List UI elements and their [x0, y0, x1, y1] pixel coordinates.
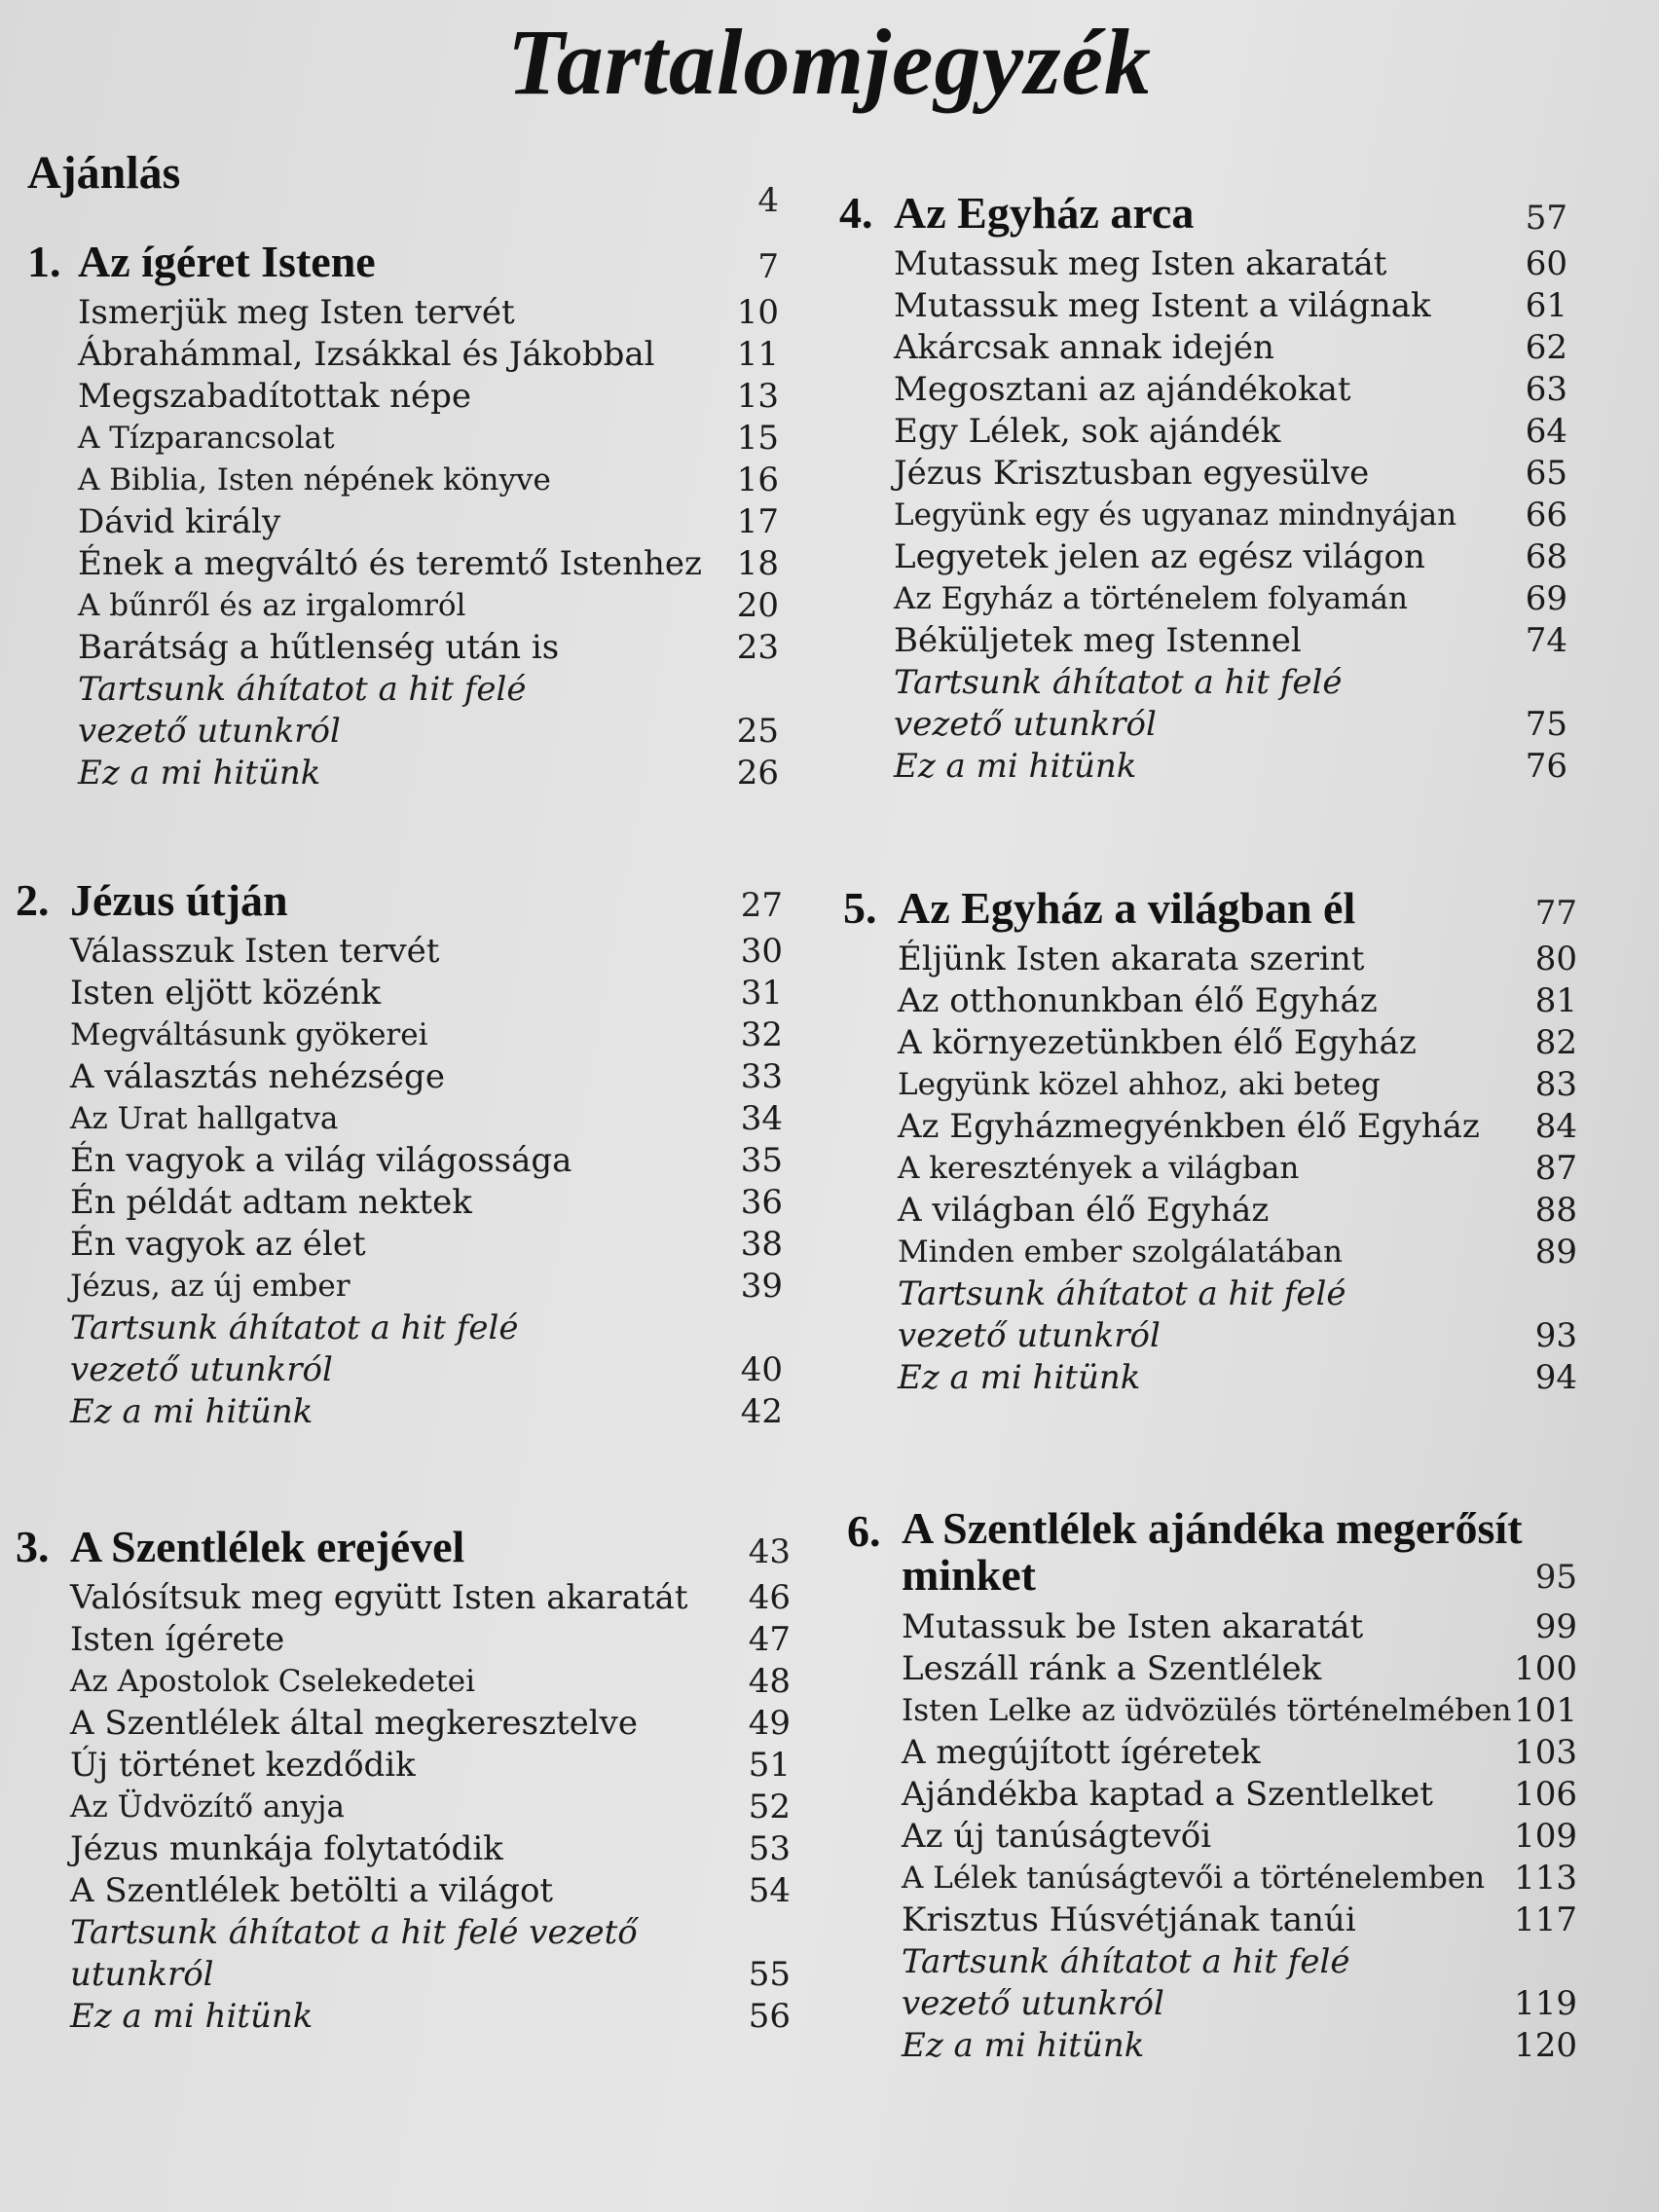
- toc-section-2: [16, 874, 783, 1433]
- toc-entry: [847, 1648, 1577, 1690]
- toc-entry-label: Ének a megváltó és teremtő Istenhez: [78, 544, 702, 583]
- section-title: Jézus útján: [70, 875, 288, 925]
- section-page-number: 43: [748, 1532, 791, 1571]
- toc-entry: [16, 1098, 783, 1140]
- toc-entry: [27, 418, 779, 460]
- toc-entry: [27, 460, 779, 501]
- toc-entry: [16, 1787, 791, 1828]
- toc-entry-label: Tartsunk áhítatot a hit felé vezető utunkról: [70, 1913, 638, 1994]
- toc-entry-label: Megváltásunk gyökerei: [70, 1017, 428, 1052]
- section-page-number: 95: [1534, 1558, 1577, 1597]
- toc-entry: [847, 1606, 1577, 1648]
- toc-entry: [843, 1064, 1577, 1106]
- toc-entry-label: Minden ember szolgálatában: [898, 1235, 1344, 1270]
- section-title: Az ígéret Istene: [78, 237, 376, 286]
- toc-entry-page: 61: [1525, 286, 1567, 325]
- toc-entry-page: 47: [748, 1620, 791, 1659]
- toc-entry-label: Ajándékba kaptad a Szentlelket: [902, 1775, 1433, 1814]
- toc-entry: [843, 1232, 1577, 1273]
- toc-entry-page: 16: [736, 461, 779, 499]
- section-title: Az Egyház a világban él: [898, 883, 1356, 933]
- toc-entry: [843, 980, 1577, 1022]
- toc-entry-page: 76: [1525, 747, 1567, 786]
- toc-entry: [27, 543, 779, 585]
- toc-entry-page: 33: [740, 1057, 783, 1096]
- toc-entry-page: 30: [740, 932, 783, 971]
- toc-entry-page: 11: [736, 335, 779, 374]
- toc-entry: [16, 1745, 791, 1787]
- toc-entry-label: Akárcsak annak idején: [894, 328, 1274, 367]
- toc-entry-page: 62: [1525, 328, 1567, 367]
- toc-entry-page: 82: [1534, 1023, 1577, 1062]
- toc-entry-page: 83: [1534, 1065, 1577, 1104]
- toc-entry-page: 93: [1534, 1316, 1577, 1355]
- toc-entry-page: 17: [736, 502, 779, 541]
- toc-entry-page: 54: [748, 1871, 791, 1910]
- toc-entry: [27, 669, 779, 753]
- section-number: 1.: [27, 237, 61, 286]
- toc-entry: [27, 292, 779, 334]
- toc-entry-page: 64: [1525, 412, 1567, 451]
- section-heading: [16, 874, 783, 931]
- toc-entry: [16, 973, 783, 1014]
- toc-entry: [839, 411, 1567, 453]
- toc-entry-label: A keresztények a világban: [898, 1151, 1300, 1186]
- toc-entry-page: 80: [1534, 940, 1577, 978]
- toc-entry-label: Isten ígérete: [70, 1620, 285, 1659]
- toc-entry: [847, 2025, 1577, 2067]
- toc-section-6: [847, 1505, 1577, 2067]
- toc-entry-page: 60: [1525, 244, 1567, 283]
- toc-entry: [16, 1308, 783, 1391]
- section-page-number: 57: [1525, 199, 1567, 238]
- toc-entry: [843, 1190, 1577, 1232]
- section-heading: [839, 187, 1567, 243]
- toc-entry-page: 117: [1514, 1900, 1577, 1939]
- toc-entry-label: Ez a mi hitünk: [902, 2026, 1145, 2065]
- toc-entry-label: Egy Lélek, sok ajándék: [894, 412, 1281, 451]
- toc-entry-label: A választás nehézsége: [70, 1057, 445, 1096]
- toc-entry-label: Ez a mi hitünk: [70, 1392, 313, 1431]
- toc-entry-label: Barátság a hűtlenség után is: [78, 628, 560, 667]
- toc-section-5: [843, 882, 1577, 1399]
- section-title: A Szentlélek erejével: [70, 1522, 465, 1571]
- toc-entry-page: 32: [740, 1015, 783, 1054]
- toc-entry-label: Az Apostolok Cselekedetei: [70, 1664, 475, 1699]
- toc-entry-page: 35: [740, 1141, 783, 1180]
- toc-entry-page: 51: [748, 1746, 791, 1785]
- toc-entry-page: 15: [736, 419, 779, 458]
- toc-entry-label: Az új tanúságtevői: [902, 1817, 1212, 1856]
- toc-entry: [16, 1619, 791, 1661]
- toc-entry-page: 34: [740, 1099, 783, 1138]
- toc-entry-page: 46: [748, 1578, 791, 1617]
- toc-entry-label: Ez a mi hitünk: [898, 1358, 1141, 1397]
- toc-entry-label: A bűnről és az irgalomról: [78, 588, 466, 623]
- toc-entry: [27, 627, 779, 669]
- toc-entry: [27, 501, 779, 543]
- toc-entry: [847, 1732, 1577, 1774]
- toc-entry: [16, 1661, 791, 1703]
- toc-entry-page: 18: [736, 544, 779, 583]
- toc-entry: [16, 931, 783, 973]
- toc-entry-label: Ez a mi hitünk: [78, 754, 321, 793]
- toc-entry-page: 53: [748, 1829, 791, 1868]
- toc-entry-page: 94: [1534, 1358, 1577, 1397]
- toc-entry: [16, 1182, 783, 1224]
- toc-section-4: [839, 187, 1567, 788]
- toc-entry: [847, 1899, 1577, 1941]
- toc-entry-page: 68: [1525, 537, 1567, 576]
- preface-page: 4: [757, 181, 779, 220]
- toc-entry: [27, 753, 779, 794]
- toc-entry-label: A Biblia, Isten népének könyve: [78, 462, 551, 498]
- toc-entry-label: Jézus, az új ember: [70, 1269, 350, 1304]
- toc-entry: [16, 1870, 791, 1912]
- toc-entry-page: 31: [740, 974, 783, 1013]
- toc-entry-page: 13: [736, 377, 779, 416]
- toc-entry-label: Tartsunk áhítatot a hit felé vezető utunkról: [78, 670, 527, 751]
- toc-entry-label: Mutassuk be Isten akaratát: [902, 1607, 1364, 1646]
- toc-entry: [27, 376, 779, 418]
- section-page-number: 27: [740, 886, 783, 925]
- section-number: 6.: [847, 1506, 881, 1556]
- toc-entry-label: A megújított ígéretek: [902, 1733, 1261, 1772]
- toc-entry-page: 42: [740, 1392, 783, 1431]
- section-number: 5.: [843, 883, 877, 933]
- section-heading: [843, 882, 1577, 939]
- toc-entry: [839, 746, 1567, 788]
- toc-entry: [16, 1056, 783, 1098]
- toc-entry: [16, 1577, 791, 1619]
- toc-entry-label: A Tízparancsolat: [78, 421, 335, 456]
- toc-entry-label: Megszabadítottak népe: [78, 377, 472, 416]
- toc-entry-page: 84: [1534, 1107, 1577, 1146]
- section-title: A Szentlélek ajándéka megerősít minket: [902, 1503, 1523, 1600]
- toc-entry-label: A Szentlélek által megkeresztelve: [70, 1704, 638, 1743]
- toc-entry: [839, 243, 1567, 285]
- toc-entry-page: 55: [748, 1955, 791, 1994]
- toc-entry-label: A környezetünkben élő Egyház: [898, 1023, 1417, 1062]
- toc-entry-label: Legyünk egy és ugyanaz mindnyájan: [894, 498, 1457, 533]
- toc-entry-label: Ábrahámmal, Izsákkal és Jákobbal: [78, 335, 655, 374]
- toc-entry-page: 81: [1534, 981, 1577, 1020]
- toc-entry-label: Én vagyok az élet: [70, 1225, 366, 1264]
- toc-entry-page: 100: [1514, 1649, 1577, 1688]
- toc-entry-label: Új történet kezdődik: [70, 1746, 416, 1785]
- toc-entry-label: Megosztani az ajándékokat: [894, 370, 1351, 409]
- toc-entry-label: Az Urat hallgatva: [70, 1101, 339, 1136]
- toc-entry: [16, 1140, 783, 1182]
- section-heading: [16, 1521, 791, 1577]
- toc-entry-label: Legyünk közel ahhoz, aki beteg: [898, 1067, 1381, 1102]
- toc-entry: [839, 369, 1567, 411]
- toc-entry-label: Tartsunk áhítatot a hit felé vezető utunkról: [70, 1309, 519, 1389]
- toc-entry-page: 36: [740, 1183, 783, 1222]
- toc-entry-page: 23: [736, 628, 779, 667]
- toc-entry-label: A Szentlélek betölti a világot: [70, 1871, 554, 1910]
- toc-entry-page: 113: [1514, 1859, 1577, 1898]
- toc-entry-label: Leszáll ránk a Szentlélek: [902, 1649, 1322, 1688]
- toc-entry: [27, 334, 779, 376]
- toc-entry-label: Én vagyok a világ világossága: [70, 1141, 572, 1180]
- section-number: 4.: [839, 188, 873, 238]
- toc-entry: [16, 1996, 791, 2038]
- toc-entry-page: 25: [736, 712, 779, 751]
- toc-entry-label: Az otthonunkban élő Egyház: [898, 981, 1378, 1020]
- toc-entry: [16, 1391, 783, 1433]
- toc-entry-page: 89: [1534, 1233, 1577, 1272]
- toc-entry-page: 38: [740, 1225, 783, 1264]
- toc-entry: [16, 1266, 783, 1308]
- toc-section-3: [16, 1521, 791, 2038]
- toc-entry: [843, 1106, 1577, 1148]
- toc-entry: [27, 585, 779, 627]
- toc-entry: [843, 1022, 1577, 1064]
- toc-entry: [839, 662, 1567, 746]
- page-title: Tartalomjegyzék: [506, 10, 1153, 114]
- toc-entry-label: Mutassuk meg Istent a világnak: [894, 286, 1431, 325]
- toc-entry-label: Tartsunk áhítatot a hit felé vezető utunkról: [898, 1274, 1346, 1355]
- section-title: Az Egyház arca: [894, 188, 1195, 238]
- toc-entry: [839, 327, 1567, 369]
- toc-entry-label: A Lélek tanúságtevői a történelemben: [902, 1861, 1486, 1896]
- section-number: 3.: [16, 1522, 50, 1571]
- toc-entry-page: 109: [1514, 1817, 1577, 1856]
- toc-entry-page: 49: [748, 1704, 791, 1743]
- toc-entry: [847, 1941, 1577, 2025]
- toc-entry-label: Isten eljött közénk: [70, 974, 382, 1013]
- toc-entry-page: 87: [1534, 1149, 1577, 1188]
- toc-entry-label: Az Üdvözítő anyja: [70, 1789, 345, 1825]
- toc-entry: [839, 495, 1567, 536]
- toc-entry-label: Dávid király: [78, 502, 281, 541]
- toc-entry: [16, 1828, 791, 1870]
- toc-entry: [839, 536, 1567, 578]
- toc-entry-label: Isten Lelke az üdvözülés történelmében: [902, 1693, 1512, 1728]
- toc-entry-page: 66: [1525, 496, 1567, 535]
- section-page-number: 7: [757, 247, 779, 286]
- toc-entry-page: 88: [1534, 1191, 1577, 1230]
- toc-entry-label: Mutassuk meg Isten akaratát: [894, 244, 1387, 283]
- section-page-number: 77: [1534, 894, 1577, 933]
- toc-entry-page: 74: [1525, 621, 1567, 660]
- toc-entry-page: 52: [748, 1788, 791, 1826]
- toc-entry: [839, 285, 1567, 327]
- toc-entry: [839, 578, 1567, 620]
- toc-entry: [16, 1224, 783, 1266]
- toc-entry: [843, 1273, 1577, 1357]
- toc-entry-page: 119: [1514, 1984, 1577, 2023]
- toc-entry-page: 39: [740, 1267, 783, 1306]
- toc-entry-label: Krisztus Húsvétjának tanúi: [902, 1900, 1356, 1939]
- toc-entry-label: Válasszuk Isten tervét: [70, 932, 440, 971]
- section-heading: [847, 1505, 1577, 1606]
- toc-entry-page: 63: [1525, 370, 1567, 409]
- toc-entry-label: Legyetek jelen az egész világon: [894, 537, 1425, 576]
- toc-entry: [843, 939, 1577, 980]
- toc-entry-label: Éljünk Isten akarata szerint: [898, 940, 1365, 978]
- toc-entry-label: Én példát adtam nektek: [70, 1183, 472, 1222]
- toc-entry: [839, 620, 1567, 662]
- toc-entry-page: 120: [1514, 2026, 1577, 2065]
- toc-entry-label: Az Egyházmegyénkben élő Egyház: [898, 1107, 1480, 1146]
- toc-section-1: [27, 236, 779, 794]
- section-heading: [27, 236, 779, 292]
- toc-entry: [843, 1357, 1577, 1399]
- toc-entry: [847, 1816, 1577, 1858]
- toc-entry: [843, 1148, 1577, 1190]
- toc-entry-label: Jézus munkája folytatódik: [70, 1829, 503, 1868]
- toc-entry-page: 56: [748, 1997, 791, 2036]
- toc-entry-label: Tartsunk áhítatot a hit felé vezető utunkról: [902, 1942, 1350, 2023]
- toc-entry-label: Jézus Krisztusban egyesülve: [894, 454, 1370, 493]
- toc-entry-label: Ez a mi hitünk: [894, 747, 1137, 786]
- toc-entry-page: 65: [1525, 454, 1567, 493]
- toc-entry-label: Ismerjük meg Isten tervét: [78, 293, 515, 332]
- toc-entry-label: Ez a mi hitünk: [70, 1997, 313, 2036]
- toc-entry: [16, 1703, 791, 1745]
- toc-entry-page: 101: [1514, 1691, 1577, 1730]
- toc-entry-page: 99: [1534, 1607, 1577, 1646]
- toc-entry-page: 75: [1525, 705, 1567, 744]
- toc-entry: [839, 453, 1567, 495]
- toc-entry-label: Az Egyház a történelem folyamán: [894, 581, 1408, 616]
- toc-entry-page: 20: [736, 586, 779, 625]
- toc-entry-page: 103: [1514, 1733, 1577, 1772]
- toc-entry-page: 69: [1525, 579, 1567, 618]
- toc-entry-label: Béküljetek meg Istennel: [894, 621, 1302, 660]
- toc-entry-page: 26: [736, 754, 779, 793]
- toc-entry: [16, 1014, 783, 1056]
- toc-entry-page: 106: [1514, 1775, 1577, 1814]
- toc-entry: [847, 1858, 1577, 1899]
- toc-entry-label: Valósítsuk meg együtt Isten akaratát: [70, 1578, 688, 1617]
- toc-entry-page: 10: [736, 293, 779, 332]
- toc-entry: [16, 1912, 791, 1996]
- toc-entry-label: Tartsunk áhítatot a hit felé vezető utunkról: [894, 663, 1343, 744]
- preface-label: Ajánlás: [27, 147, 181, 199]
- toc-entry-page: 48: [748, 1662, 791, 1701]
- section-number: 2.: [16, 875, 50, 925]
- toc-entry-label: A világban élő Egyház: [898, 1191, 1270, 1230]
- toc-entry: [847, 1774, 1577, 1816]
- toc-entry: [847, 1690, 1577, 1732]
- toc-entry-page: 40: [740, 1350, 783, 1389]
